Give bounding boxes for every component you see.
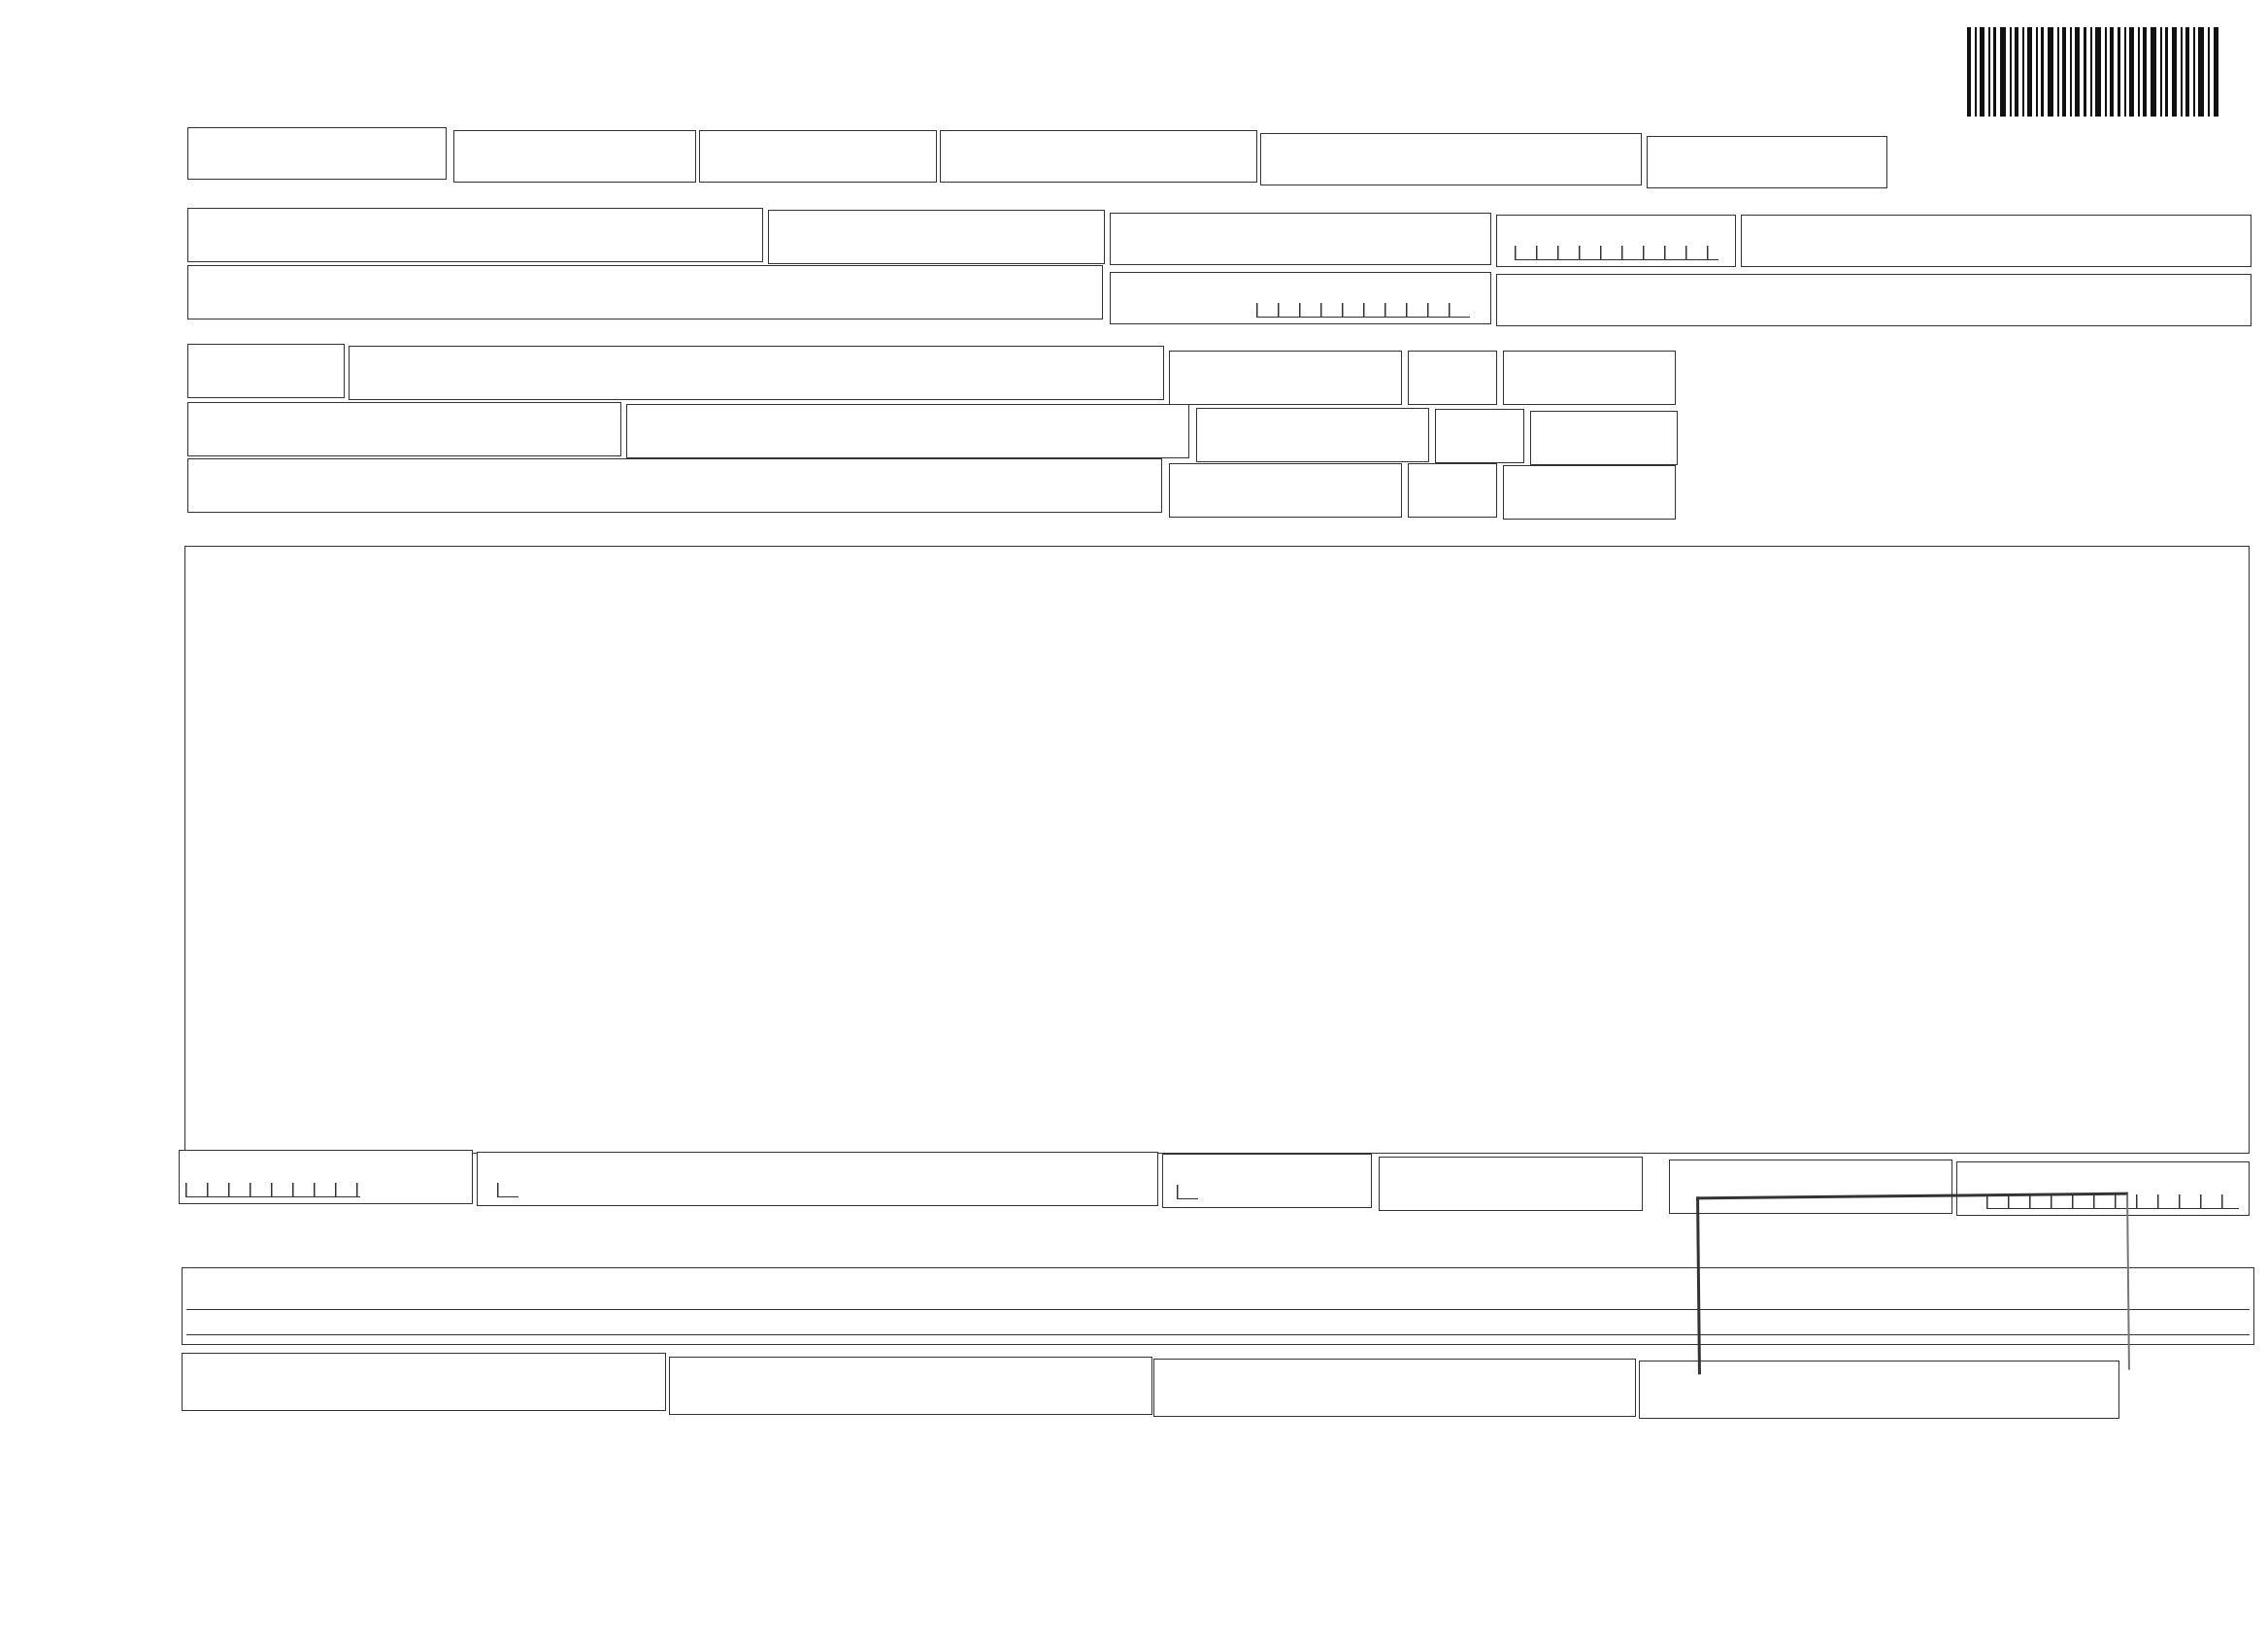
previsao-field[interactable]	[179, 1150, 473, 1204]
total-us-field[interactable]	[1379, 1157, 1643, 1211]
codigo-operadora-field[interactable]	[187, 402, 621, 456]
cro-27-field[interactable]	[1169, 463, 1402, 518]
sig50-field[interactable]	[182, 1353, 666, 1411]
guia-principal-field[interactable]	[1260, 133, 1642, 185]
senha-field[interactable]	[940, 130, 1257, 183]
empresa-field[interactable]	[1110, 213, 1491, 265]
tipo-faturamento-field[interactable]	[1162, 1154, 1372, 1208]
validade-carteira-field[interactable]	[1496, 215, 1736, 267]
sig51-field[interactable]	[669, 1357, 1152, 1415]
cartao-saude-field[interactable]	[1741, 215, 2251, 267]
uf-24-field[interactable]	[1435, 409, 1524, 463]
barcode	[1967, 27, 2221, 117]
tipo-atendimento-field[interactable]	[477, 1152, 1158, 1206]
cro-18-field[interactable]	[1169, 351, 1402, 405]
cbo-29-field[interactable]	[1503, 465, 1676, 520]
numero-carteira-field[interactable]	[187, 208, 763, 262]
tipo-atendimento-box	[497, 1183, 518, 1197]
sig52-field[interactable]	[1153, 1359, 1636, 1417]
tipo-faturamento-box	[1177, 1185, 1198, 1199]
data-autorizacao-field[interactable]	[699, 130, 937, 183]
uf-28-field[interactable]	[1408, 463, 1497, 518]
prof-solicitante-field[interactable]	[349, 346, 1164, 400]
company-stamp-frame	[1696, 1193, 2130, 1375]
cbo-20-field[interactable]	[1503, 351, 1676, 405]
telefone-boxes	[1256, 303, 1470, 318]
data-emissao-field[interactable]	[453, 130, 696, 183]
prof-executante-field[interactable]	[187, 458, 1162, 513]
titular-field[interactable]	[1496, 274, 2251, 326]
atendimento-rn-field[interactable]	[187, 344, 345, 398]
registro-ans-field[interactable]	[187, 127, 447, 180]
plano-field[interactable]	[768, 210, 1105, 264]
telefone-field[interactable]	[1110, 272, 1491, 324]
cnes-field[interactable]	[1530, 411, 1678, 465]
validade-senha-field[interactable]	[1647, 136, 1887, 188]
validade-carteira-boxes	[1515, 246, 1718, 260]
contratado-exec-field[interactable]	[626, 404, 1189, 458]
uf-19-field[interactable]	[1408, 351, 1497, 405]
nome-field[interactable]	[187, 265, 1103, 319]
procedures-table	[184, 546, 2250, 1154]
cro-23-field[interactable]	[1196, 408, 1429, 462]
previsao-boxes	[185, 1183, 360, 1197]
